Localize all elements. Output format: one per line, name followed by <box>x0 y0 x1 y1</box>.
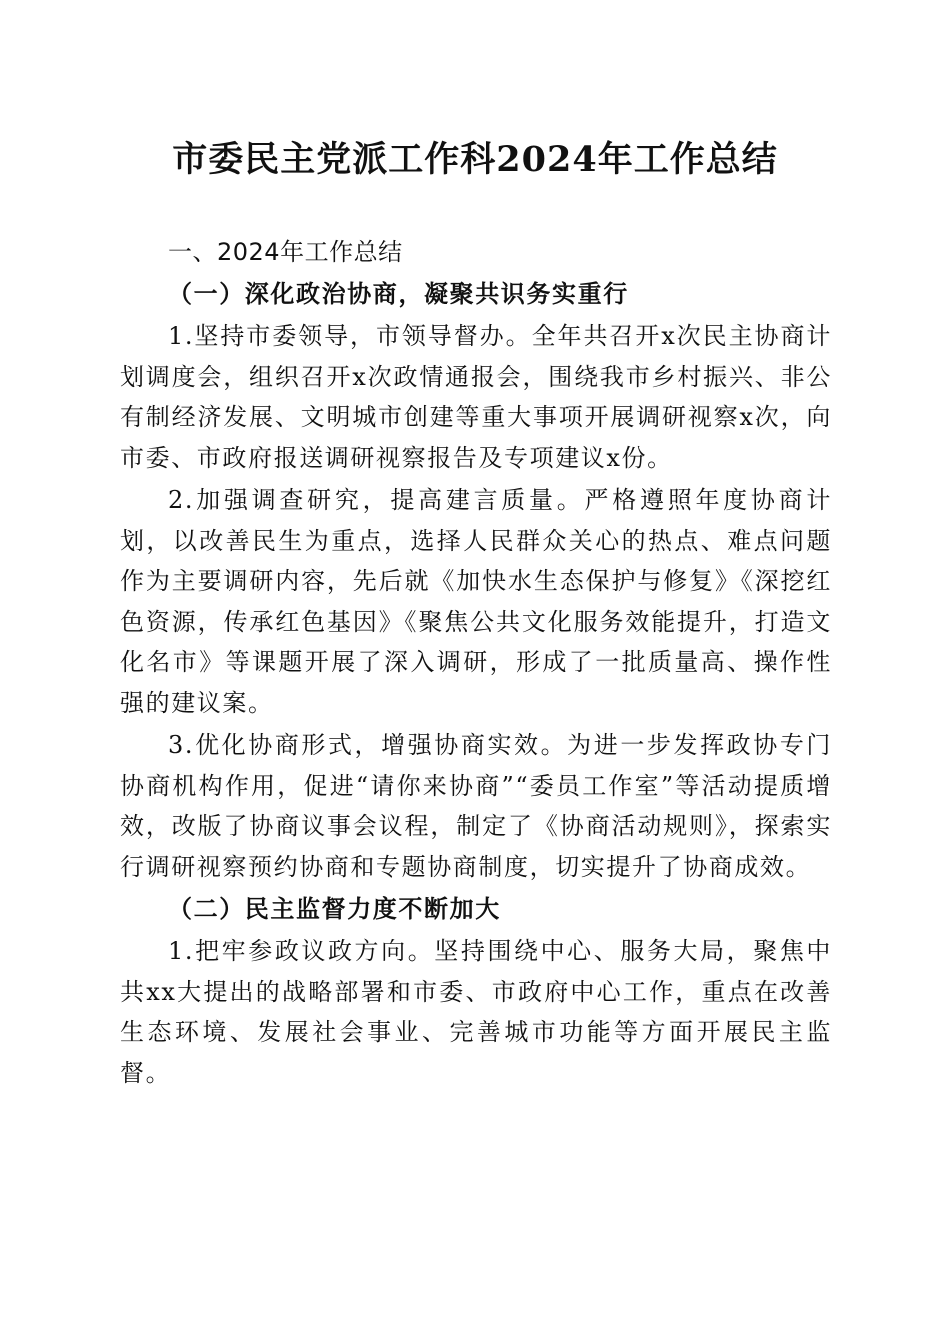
paragraph: 1.把牢参政议政方向。坚持围绕中心、服务大局，聚焦中共xx大提出的战略部署和市委、市政府中心工作，重点在改善生态环境、发展社会事业、完善城市功能等方面开展民主监督。 <box>120 937 832 1087</box>
paragraph: 1.坚持市委领导，市领导督办。全年共召开x次民主协商计划调度会，组织召开x次政情通报会，围绕我市乡村振兴、非公有制经济发展、文明城市创建等重大事项开展调研视察x次，向市委、市政府报送调研视察报告及专项建议x份。 <box>120 322 832 472</box>
subsection-heading: （一）深化政治协商，凝聚共识务实重行 <box>168 279 629 308</box>
paragraph: 3.优化协商形式，增强协商实效。为进一步发挥政协专门协商机构作用，促进“请你来协商”“委员工作室”等活动提质增效，改版了协商议事会议程，制定了《协商活动规则》，探索实行调研视察预约协商和专题协商制度，切实提升了协商成效。 <box>120 731 832 881</box>
document-body <box>120 232 832 1095</box>
section-heading: 一、2024年工作总结 <box>168 238 403 266</box>
subsection-heading: （二）民主监督力度不断加大 <box>168 894 501 923</box>
paragraph: 2.加强调查研究，提高建言质量。严格遵照年度协商计划，以改善民生为重点，选择人民群众关心的热点、难点问题作为主要调研内容，先后就《加快水生态保护与修复》《深挖红色资源，传承红色基因》《聚焦公共文化服务效能提升，打造文化名市》等课题开展了深入调研，形成了一批质量高、操作性强的建议案。 <box>120 486 832 717</box>
document-title: 市委民主党派工作科2024年工作总结 <box>172 139 778 180</box>
